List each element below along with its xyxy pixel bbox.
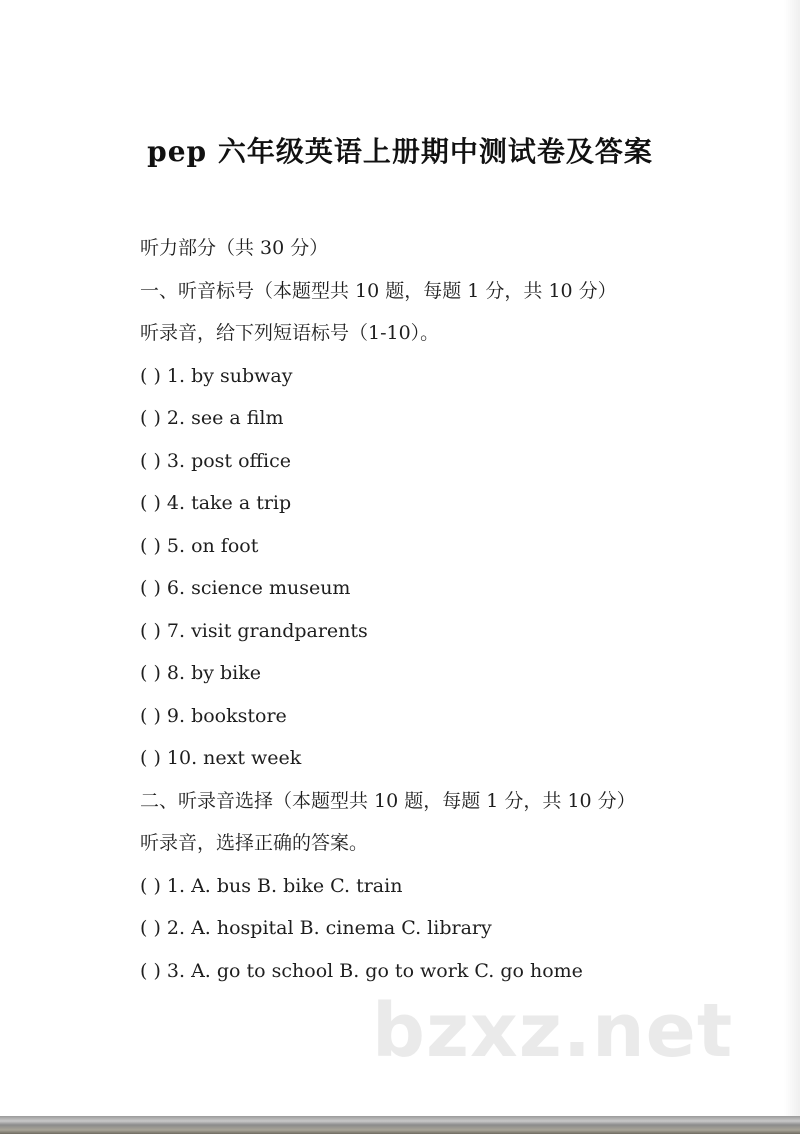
- list-item: ( ) 1. by subway: [140, 365, 293, 387]
- page-bottom-edge: [0, 1116, 800, 1134]
- document-title: pep 六年级英语上册期中测试卷及答案: [147, 135, 653, 168]
- list-item: ( ) 6. science museum: [140, 577, 351, 599]
- list-item: ( ) 2. A. hospital B. cinema C. library: [140, 917, 492, 939]
- list-item: ( ) 2. see a film: [140, 407, 284, 429]
- list-item: ( ) 5. on foot: [140, 535, 259, 557]
- part-one-heading: 一、听音标号（本题型共 10 题，每题 1 分，共 10 分）: [140, 280, 617, 302]
- list-item: ( ) 4. take a trip: [140, 492, 292, 514]
- part-one-instruction: 听录音，给下列短语标号（1-10）。: [140, 322, 440, 344]
- list-item: ( ) 3. A. go to school B. go to work C. go home: [140, 960, 583, 982]
- part-two-instruction: 听录音，选择正确的答案。: [140, 832, 369, 854]
- list-item: ( ) 1. A. bus B. bike C. train: [140, 875, 403, 897]
- list-item: ( ) 3. post office: [140, 450, 291, 472]
- page-edge-shadow: [784, 0, 800, 1118]
- list-item: ( ) 9. bookstore: [140, 705, 287, 727]
- list-item: ( ) 7. visit grandparents: [140, 620, 368, 642]
- section-heading-listening: 听力部分（共 30 分）: [140, 237, 329, 259]
- watermark: bzxz.net: [372, 988, 734, 1074]
- list-item: ( ) 8. by bike: [140, 662, 262, 684]
- list-item: ( ) 10. next week: [140, 747, 302, 769]
- part-two-heading: 二、听录音选择（本题型共 10 题，每题 1 分，共 10 分）: [140, 790, 636, 812]
